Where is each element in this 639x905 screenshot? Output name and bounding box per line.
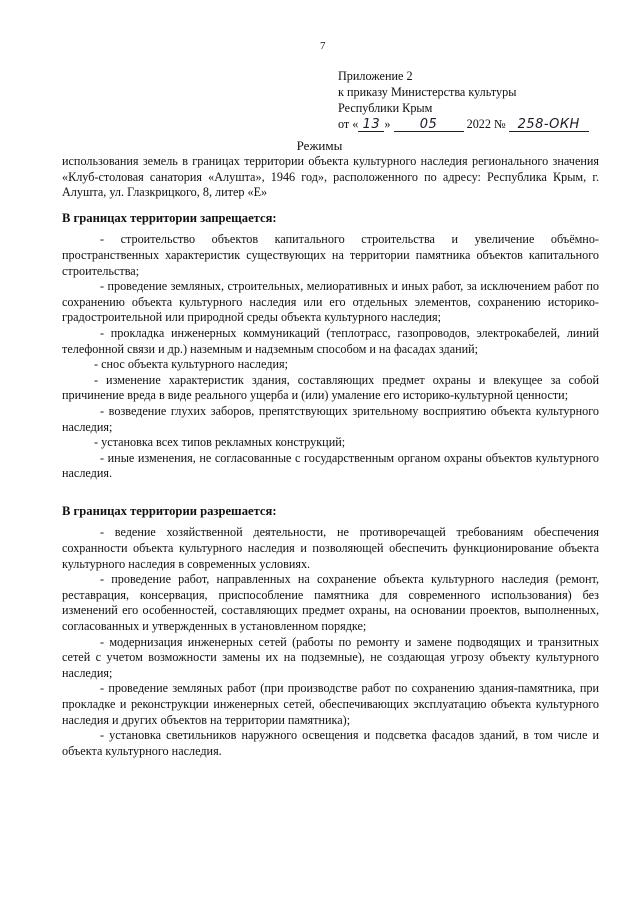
appendix-order-ref: к приказу Министерства культуры: [338, 85, 517, 99]
prohibited-item: - прокладка инженерных коммуникаций (теплотрасс, газопроводов, электрокабелей, линий телефонной связи и др.) наземным и надземным способом и на фасадах зданий;: [62, 325, 599, 356]
intro-paragraph: использования земель в границах территории объекта культурного наследия регионального значения «Клуб-столовая санатория «Алушта», 1946 год», расположенного по адресу: Республика Крым, г. Алушта, ул. Глазкрицкого, 8, литер «Е»: [62, 154, 599, 200]
allowed-item: - модернизация инженерных сетей (работы по ремонту и замене подводящих и транзитных сетей с учетом возможности замены их на подземные), не создающая угрозу объекту культурного наследия;: [62, 634, 599, 680]
allowed-heading: В границах территории разрешается:: [62, 503, 277, 518]
prohibited-heading: В границах территории запрещается:: [62, 210, 277, 225]
prohibited-item: - изменение характеристик здания, составляющих предмет охраны и влекущее за собой причинение вреда в виде реального ущерба и (или) умаление его историко-культурной ценности;: [62, 372, 599, 403]
appendix-republic: Республики Крым: [338, 101, 433, 115]
appendix-title: Приложение 2: [338, 69, 413, 83]
date-year: 2022 №: [466, 117, 506, 131]
document-body: [62, 154, 599, 759]
prohibited-item: - строительство объектов капитального строительства и увеличение объёмно-пространственных характеристик существующих на территории памятника объектов капитального строительства;: [62, 232, 599, 278]
date-prefix: от «: [338, 117, 359, 131]
date-day-handwritten: 13: [358, 118, 384, 132]
date-month-handwritten: 05: [394, 118, 464, 132]
prohibited-item: - возведение глухих заборов, препятствующих зрительному восприятию объекта культурного наследия;: [62, 403, 599, 434]
order-number-handwritten: 258-ОКН: [509, 118, 589, 132]
prohibited-item: - проведение земляных, строительных, мелиоративных и иных работ, за исключением работ по сохранению объекта культурного наследия или его отдельных элементов, сохранению историко-градостроительной или природной среды объекта культурного наследия;: [62, 279, 599, 325]
prohibited-item: - установка всех типов рекламных конструкций;: [94, 435, 346, 450]
allowed-item: - установка светильников наружного освещения и подсветка фасадов зданий, в том числе и объекта культурного наследия.: [62, 728, 599, 758]
prohibited-item: - иные изменения, не согласованные с государственным органом охраны объектов культурного наследия.: [62, 450, 599, 481]
document-title: Режимы: [296, 138, 343, 153]
page-number: 7: [320, 40, 326, 52]
date-mid: »: [384, 117, 391, 131]
prohibited-item: - снос объекта культурного наследия;: [94, 357, 288, 372]
appendix-date-row: [338, 116, 618, 132]
allowed-item: - проведение работ, направленных на сохранение объекта культурного наследия (ремонт, реставрация, консервация, приспособление памятника для современного использования) без изменений его особенностей, составляющих предмет охраны, на основании проектов, выполненных, согласованных и утвержденных в установленном порядке;: [62, 572, 599, 634]
allowed-item: - ведение хозяйственной деятельности, не противоречащей требованиям обеспечения сохранности объекта культурного наследия и позволяющей обеспечить функционирование объекта культурного наследия в современных условиях.: [62, 525, 599, 571]
appendix-header: [338, 68, 618, 132]
allowed-item: - проведение земляных работ (при производстве работ по сохранению здания-памятника, при прокладке и реконструкции инженерных сетей, обеспечивающих эксплуатацию объекта культурного наследия и других объектов на территории памятника);: [62, 681, 599, 727]
